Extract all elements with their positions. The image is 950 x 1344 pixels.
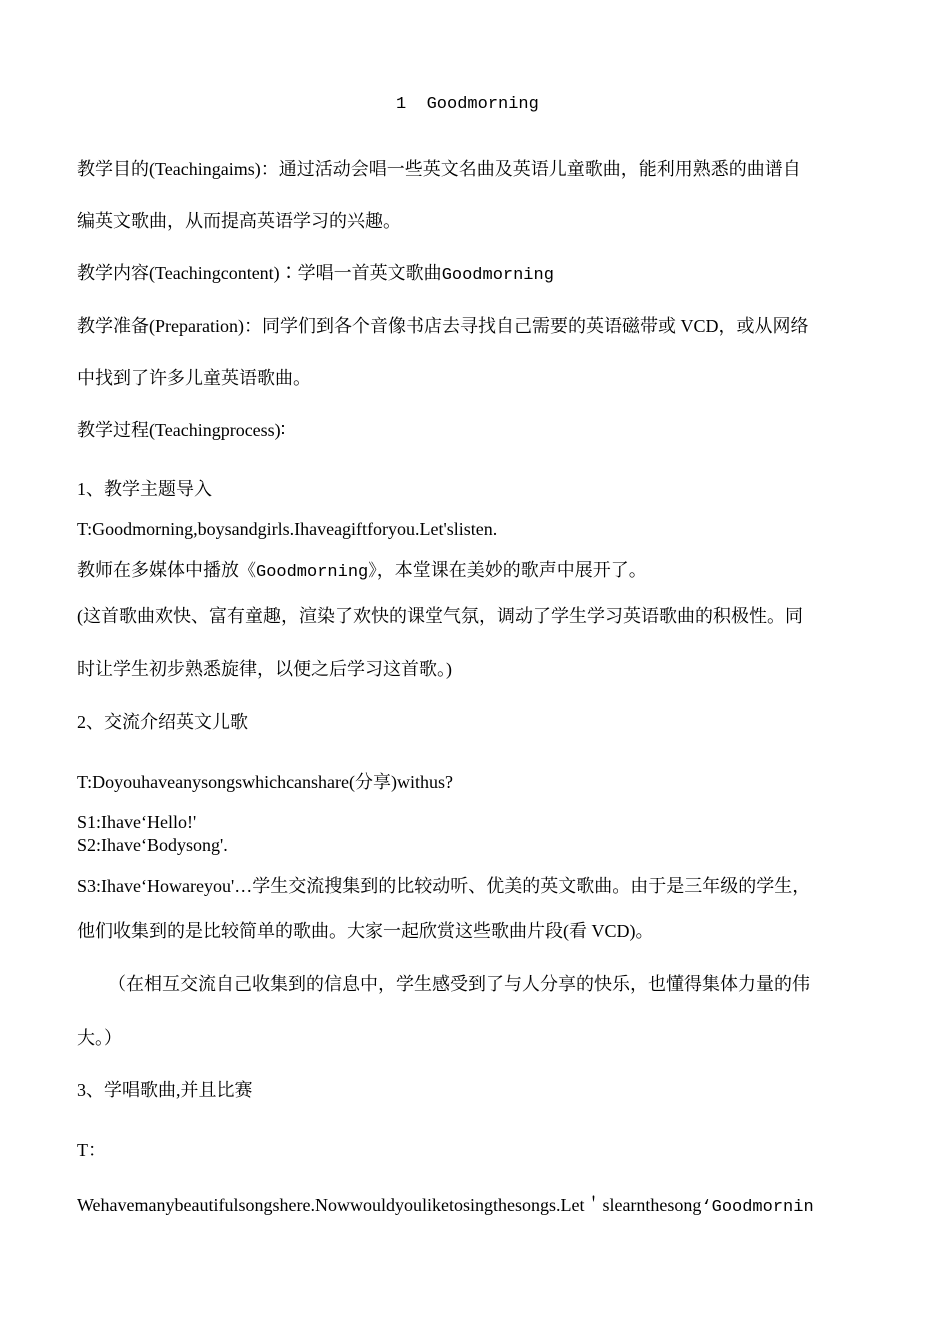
- step-1-note-line-2: 时让学生初步熟悉旋律，以便之后学习这首歌。): [77, 659, 452, 679]
- step-1-play-prefix: 教师在多媒体中播放: [77, 560, 239, 580]
- step-3-line-song: ‘Goodmornin: [701, 1198, 814, 1217]
- step-3-teacher-line: [77, 1194, 814, 1219]
- preparation-line-1: 教学准备(Preparation)：同学们到各个音像书店去寻找自己需要的英语磁带或 VCD，或从网络: [77, 316, 809, 336]
- document-title: [396, 94, 539, 116]
- step-1-note-line-1: (这首歌曲欢快、富有童趣，渲染了欢快的课堂气氛，调动了学生学习英语歌曲的积极性。同: [77, 606, 803, 626]
- teaching-content-song: Goodmorning: [441, 266, 554, 285]
- step-2-note-line-1: （在相互交流自己收集到的信息中，学生感受到了与人分享的快乐，也懂得集体力量的伟: [108, 974, 810, 994]
- teaching-content-label: 教学内容(Teachingcontent)∶学唱一首英文歌曲: [77, 263, 442, 283]
- step-3-heading: 3、学唱歌曲,并且比赛: [77, 1080, 253, 1100]
- step-2-student-2: S2:Ihave‘Bodysong'.: [77, 835, 228, 855]
- step-1-play-suffix: ，本堂课在美妙的歌声中展开了。: [376, 560, 647, 580]
- teaching-content: [77, 262, 554, 287]
- step-2-student-1: S1:Ihave‘Hello!': [77, 812, 197, 832]
- step-1-play-song: 《Goodmorning》: [239, 563, 377, 582]
- teaching-aims-line-1: 教学目的(Teachingaims)：通过活动会唱一些英文名曲及英语儿童歌曲，能利用熟悉的曲谱自: [77, 159, 801, 179]
- step-3-line-prefix: Wehavemanybeautifulsongshere.Nowwouldyouliketosingthesongs.Let＇slearnthesong: [77, 1195, 702, 1215]
- step-2-teacher-line: T:Doyouhaveanysongswhichcanshare(分享)withus?: [77, 772, 454, 792]
- step-1-heading: 1、教学主题导入: [77, 479, 212, 499]
- step-2-heading: 2、交流介绍英文儿歌: [77, 712, 248, 732]
- step-2-note-line-2: 大。）: [77, 1028, 122, 1048]
- step-2-student-3-line-2: 他们收集到的是比较简单的歌曲。大家一起欣赏这些歌曲片段(看 VCD)。: [77, 921, 654, 941]
- teaching-aims-line-2: 编英文歌曲，从而提高英语学习的兴趣。: [77, 211, 401, 231]
- title-text: Goodmorning: [426, 95, 539, 114]
- step-1-play: [77, 559, 647, 584]
- title-number: 1: [396, 95, 407, 114]
- step-3-teacher-label: T：: [77, 1140, 106, 1160]
- teaching-process-heading: 教学过程(Teachingprocess)∶: [77, 420, 286, 440]
- step-2-student-3-line-1: S3:Ihave‘Howareyou'…学生交流搜集到的比较动听、优美的英文歌曲。由于是三年级的学生，: [77, 876, 811, 896]
- preparation-line-2: 中找到了许多儿童英语歌曲。: [77, 368, 311, 388]
- step-1-teacher-line: T:Goodmorning,boysandgirls.Ihaveagiftforyou.Let'slisten.: [77, 519, 498, 539]
